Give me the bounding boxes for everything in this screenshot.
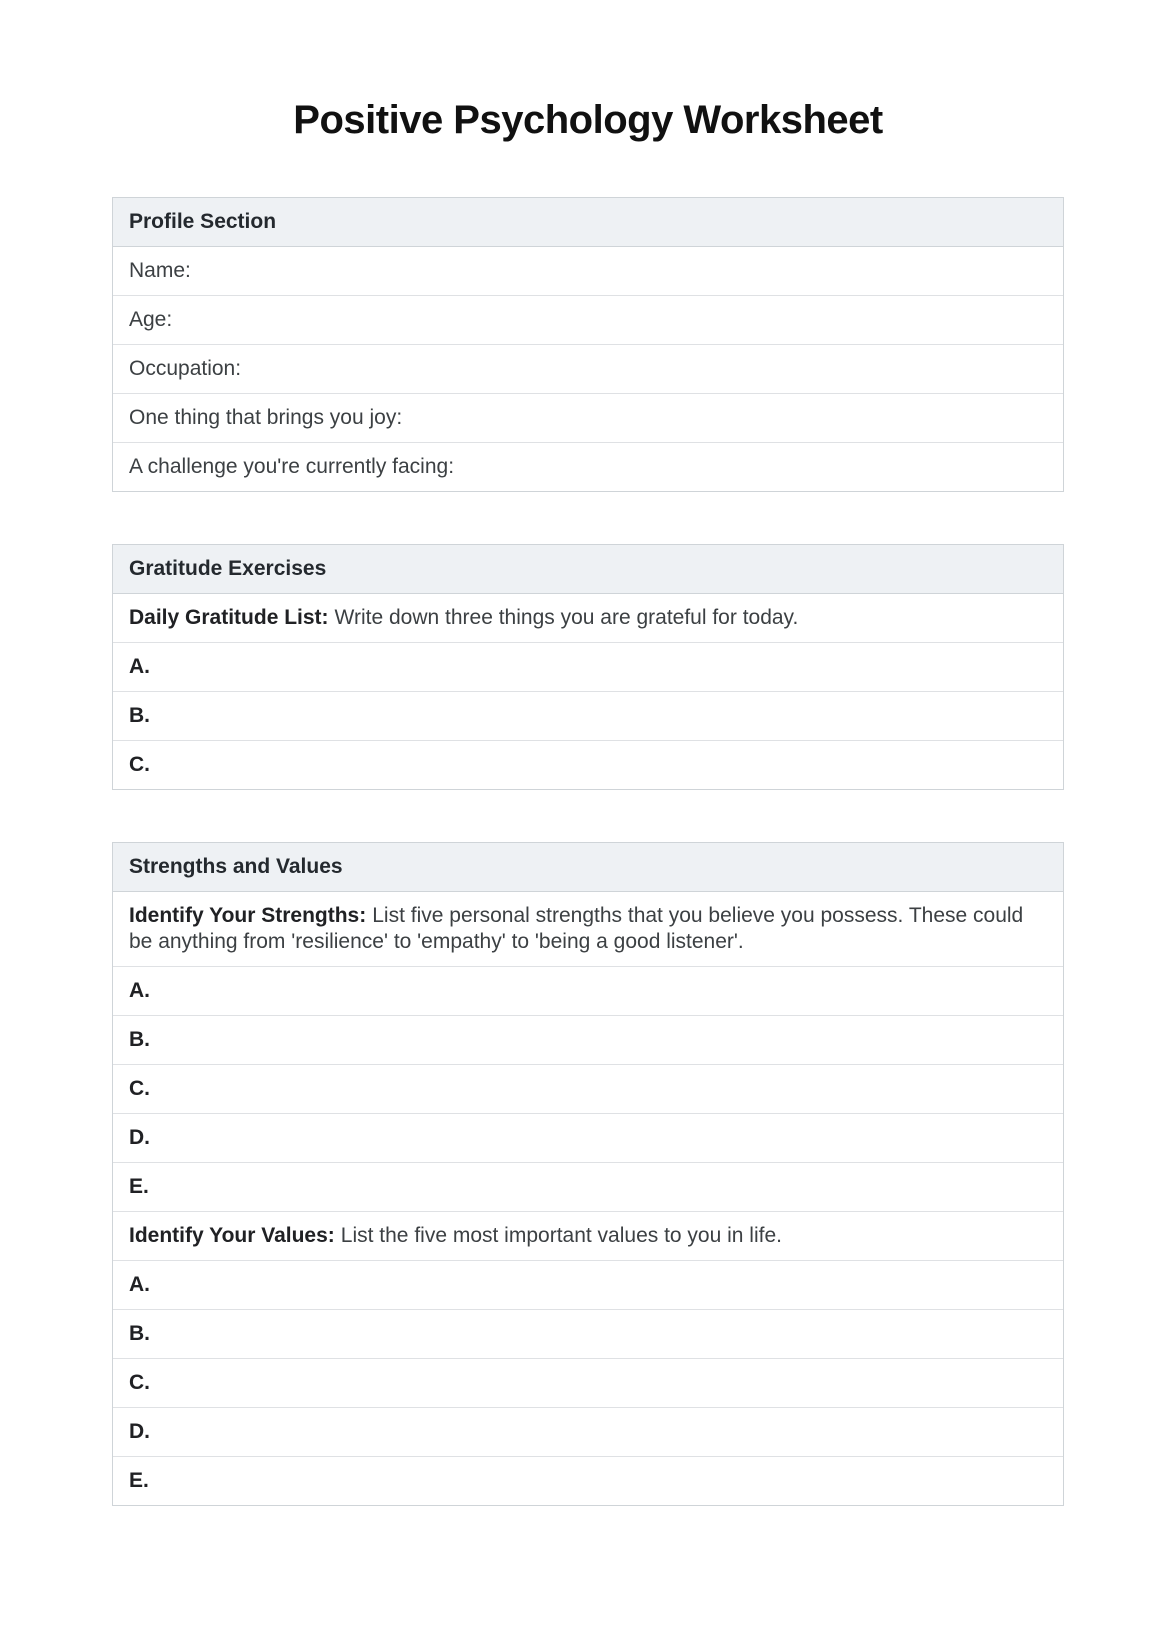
values-blank-row-e [113,1457,1063,1505]
strengths-values-section-title: Strengths and Values [129,855,343,878]
blank-row-letter: B. [129,1322,150,1345]
profile-field-label: Age: [129,308,173,331]
profile-field-row-age [113,296,1063,345]
blank-row-letter: E. [129,1469,149,1492]
exercise-instructions: List five personal strengths that you believe you possess. These could be anything from 'resilience' to 'empathy' to 'being a good listener'. [129,904,1024,953]
blank-row-letter: A. [129,655,150,678]
strengths-blank-row-e [113,1163,1063,1212]
profile-section-title: Profile Section [129,210,277,233]
gratitude-blank-row-c [113,741,1063,789]
strengths-blank-row-d [113,1114,1063,1163]
profile-field-label: One thing that brings you joy: [129,406,403,429]
blank-row-letter: C. [129,753,150,776]
profile-field-row-joy [113,394,1063,443]
gratitude-section-title: Gratitude Exercises [129,557,327,580]
profile-field-row-challenge [113,443,1063,491]
gratitude-instructions-row [113,594,1063,643]
profile-field-row-occupation [113,345,1063,394]
blank-row-letter: C. [129,1371,150,1394]
gratitude-blank-row-a [113,643,1063,692]
blank-row-letter: E. [129,1175,149,1198]
blank-row-letter: C. [129,1077,150,1100]
gratitude-blank-row-b [113,692,1063,741]
strengths-values-section-card [112,842,1064,1506]
gratitude-section-card [112,544,1064,790]
profile-section-header [113,198,1063,247]
strengths-instructions-row [113,892,1063,967]
blank-row-letter: A. [129,979,150,1002]
profile-section-card [112,197,1064,492]
strengths-blank-row-a [113,967,1063,1016]
values-blank-row-c [113,1359,1063,1408]
profile-field-label: Name: [129,259,191,282]
gratitude-section-header [113,545,1063,594]
exercise-instructions: Write down three things you are grateful for today. [334,606,799,629]
strengths-blank-row-b [113,1016,1063,1065]
blank-row-letter: B. [129,1028,150,1051]
blank-row-letter: B. [129,704,150,727]
blank-row-letter: D. [129,1126,150,1149]
strengths-values-section-header [113,843,1063,892]
values-blank-row-d [113,1408,1063,1457]
values-blank-row-a [113,1261,1063,1310]
exercise-label: Daily Gratitude List: [129,606,329,629]
page-title: Positive Psychology Worksheet [293,98,883,142]
strengths-blank-row-c [113,1065,1063,1114]
values-blank-row-b [113,1310,1063,1359]
values-instructions-row [113,1212,1063,1261]
blank-row-letter: D. [129,1420,150,1443]
profile-field-label: A challenge you're currently facing: [129,455,455,478]
blank-row-letter: A. [129,1273,150,1296]
exercise-label: Identify Your Strengths: [129,904,367,927]
exercise-instructions: List the five most important values to you in life. [340,1224,782,1247]
profile-field-label: Occupation: [129,357,242,380]
profile-field-row-name [113,247,1063,296]
exercise-label: Identify Your Values: [129,1224,335,1247]
